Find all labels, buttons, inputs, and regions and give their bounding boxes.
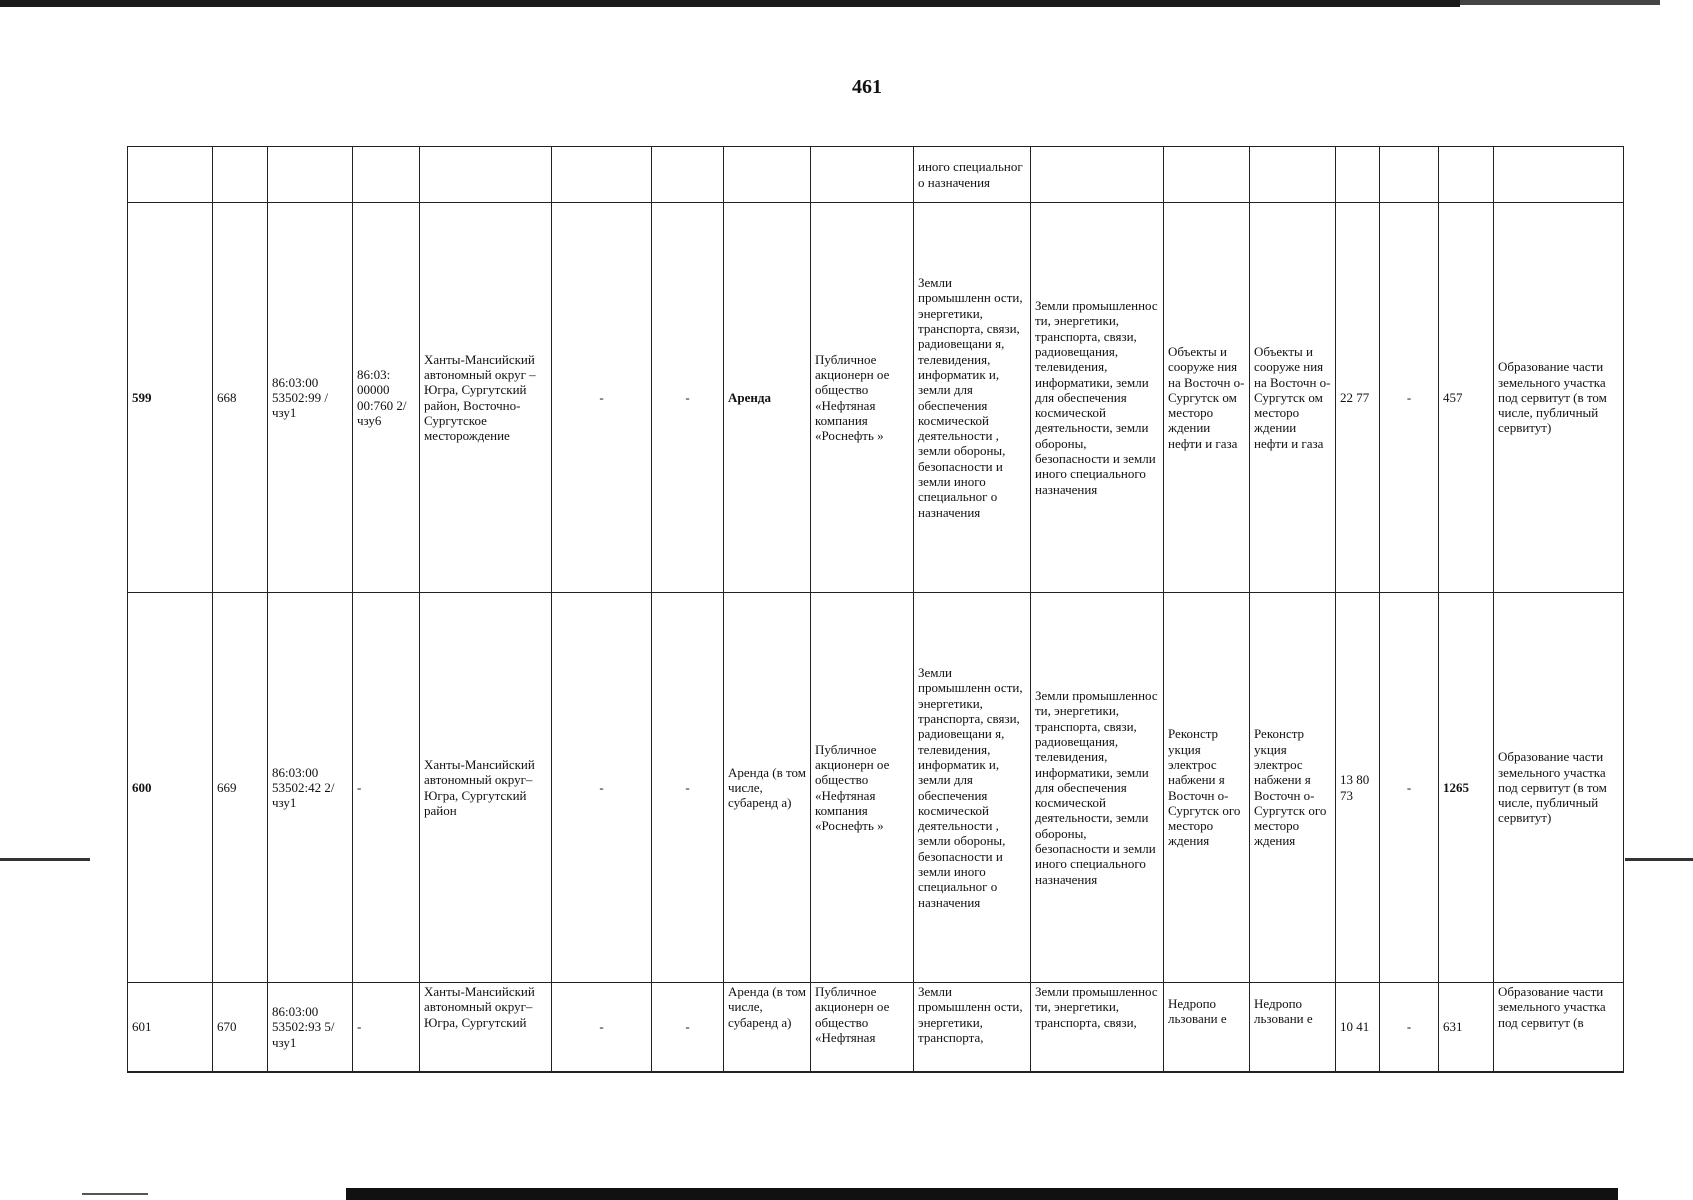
- cell-cad-part: 86:03:00 53502:99 /чзу1: [268, 203, 353, 593]
- cell-category-b: [1031, 983, 1164, 1073]
- cell-right-type-text: Аренда (в том числе, субаренд а): [728, 984, 806, 1030]
- cell-col6: -: [552, 593, 652, 983]
- cell-area: 631: [1439, 983, 1494, 1073]
- cell-category-b: Земли промышленнос ти, энергетики, транспорта, связи, радиовещания, телевидения, информатики, земли для обеспечения космической деятельности, земли обороны, безопасности и земли иного специального назначения: [1031, 593, 1164, 983]
- top-scan-border: [0, 0, 1460, 7]
- table-row: [128, 203, 1624, 593]
- cell-area: 1265: [1439, 593, 1494, 983]
- cell-category-a: Земли промышленн ости, энергетики, транспорта, связи, радиовещани я, телевидения, информатик и, земли для обеспечения космической деятельности , земли обороны, безопасности и земли иного специальног о назначения: [914, 203, 1031, 593]
- cell-purpose-a-text: Недропо льзовани е: [1168, 996, 1227, 1027]
- cell-col14: -: [1380, 983, 1439, 1073]
- right-margin-mark: [1625, 858, 1693, 861]
- cell-cad-part: 86:03:00 53502:42 2/чзу1: [268, 593, 353, 983]
- cell-holder: Публичное акционерн ое общество «Нефтяная компания «Роснефть »: [811, 593, 914, 983]
- cell-purpose-a: Объекты и сооруже ния на Восточн о-Сургутск ом месторо ждении нефти и газа: [1164, 203, 1250, 593]
- cell-code: 22 77: [1336, 203, 1380, 593]
- cell-col7: -: [652, 593, 724, 983]
- cell-cad-part: 86:03:00 53502:93 5/чзу1: [268, 983, 353, 1073]
- cell-note-text: Образование части земельного участка под сервитут (в: [1498, 984, 1606, 1030]
- cell-right-type: [724, 983, 811, 1073]
- cell-area: 457: [1439, 203, 1494, 593]
- cell-cad-parent: -: [353, 593, 420, 983]
- cell-note: Образование части земельного участка под сервитут (в том числе, публичный сервитут): [1494, 593, 1624, 983]
- page-number: 461: [852, 76, 882, 98]
- cell-purpose-b: [1250, 983, 1336, 1073]
- cell-purpose-b: Объекты и сооруже ния на Восточн о-Сургутск ом месторо ждении нефти и газа: [1250, 203, 1336, 593]
- bottom-scan-border: [346, 1188, 1618, 1200]
- cell-category-b-text: Земли промышленнос ти, энергетики, транспорта, связи,: [1035, 984, 1158, 1030]
- cell-right-type: Аренда (в том числе, субаренд а): [724, 593, 811, 983]
- cell-num: 601: [128, 983, 213, 1073]
- cell-category-a: [914, 983, 1031, 1073]
- cell-note: Образование части земельного участка под сервитут (в том числе, публичный сервитут): [1494, 203, 1624, 593]
- table-row-continuation: [128, 147, 1624, 203]
- left-margin-mark: [0, 858, 90, 861]
- cell-purpose-b: Реконстр укция электрос набжени я Восточн о-Сургутск ого месторо ждения: [1250, 593, 1336, 983]
- cell-col7: -: [652, 983, 724, 1073]
- table-row: [128, 983, 1624, 1073]
- cell-location: [420, 983, 552, 1073]
- cell-col6: -: [552, 203, 652, 593]
- cell-purpose-a: Реконстр укция электрос набжени я Восточн о-Сургутск ого месторо ждения: [1164, 593, 1250, 983]
- cell-category-a-text: Земли промышленн ости, энергетики, транспорта,: [918, 984, 1023, 1045]
- cell-col14: -: [1380, 593, 1439, 983]
- bottom-scan-border-left: [82, 1193, 148, 1195]
- cell-col14: -: [1380, 203, 1439, 593]
- cell-holder: Публичное акционерн ое общество «Нефтяная компания «Роснефть »: [811, 203, 914, 593]
- cell-code: 13 80 73: [1336, 593, 1380, 983]
- cell-category-b: Земли промышленнос ти, энергетики, транспорта, связи, радиовещания, телевидения, информатики, земли для обеспечения космической деятельности, земли обороны, безопасности и земли иного специального назначения: [1031, 203, 1164, 593]
- cell-right-type: Аренда: [724, 203, 811, 593]
- cell-idx: 670: [213, 983, 268, 1073]
- cell-category-a: Земли промышленн ости, энергетики, транспорта, связи, радиовещани я, телевидения, информатик и, земли для обеспечения космической деятельности , земли обороны, безопасности и земли иного специальног о назначения: [914, 593, 1031, 983]
- cell-idx: 668: [213, 203, 268, 593]
- cell-num: 600: [128, 593, 213, 983]
- register-table: [127, 146, 1624, 1073]
- cell-location: Ханты-Мансийский автономный округ – Югра, Сургутский район, Восточно-Сургутское месторождение: [420, 203, 552, 593]
- top-scan-border-right: [1460, 0, 1660, 5]
- cell-cad-parent: -: [353, 983, 420, 1073]
- cell-cad-parent: 86:03: 00000 00:760 2/чзу6: [353, 203, 420, 593]
- cell-purpose-a: [1164, 983, 1250, 1073]
- cell-idx: 669: [213, 593, 268, 983]
- cell-col6: -: [552, 983, 652, 1073]
- cell-purpose-b-text: Недропо льзовани е: [1254, 996, 1313, 1027]
- table-row: [128, 593, 1624, 983]
- cell-col7: -: [652, 203, 724, 593]
- cell-holder: [811, 983, 914, 1073]
- cell-location-text: Ханты-Мансийский автономный округ– Югра, Сургутский: [424, 984, 535, 1030]
- cell-code: 10 41: [1336, 983, 1380, 1073]
- cell-note: [1494, 983, 1624, 1073]
- cell-holder-text: Публичное акционерн ое общество «Нефтяная: [815, 984, 890, 1045]
- cell-location: Ханты-Мансийский автономный округ– Югра, Сургутский район: [420, 593, 552, 983]
- cell-category-a: иного специальног о назначения: [914, 147, 1031, 203]
- cell-num: 599: [128, 203, 213, 593]
